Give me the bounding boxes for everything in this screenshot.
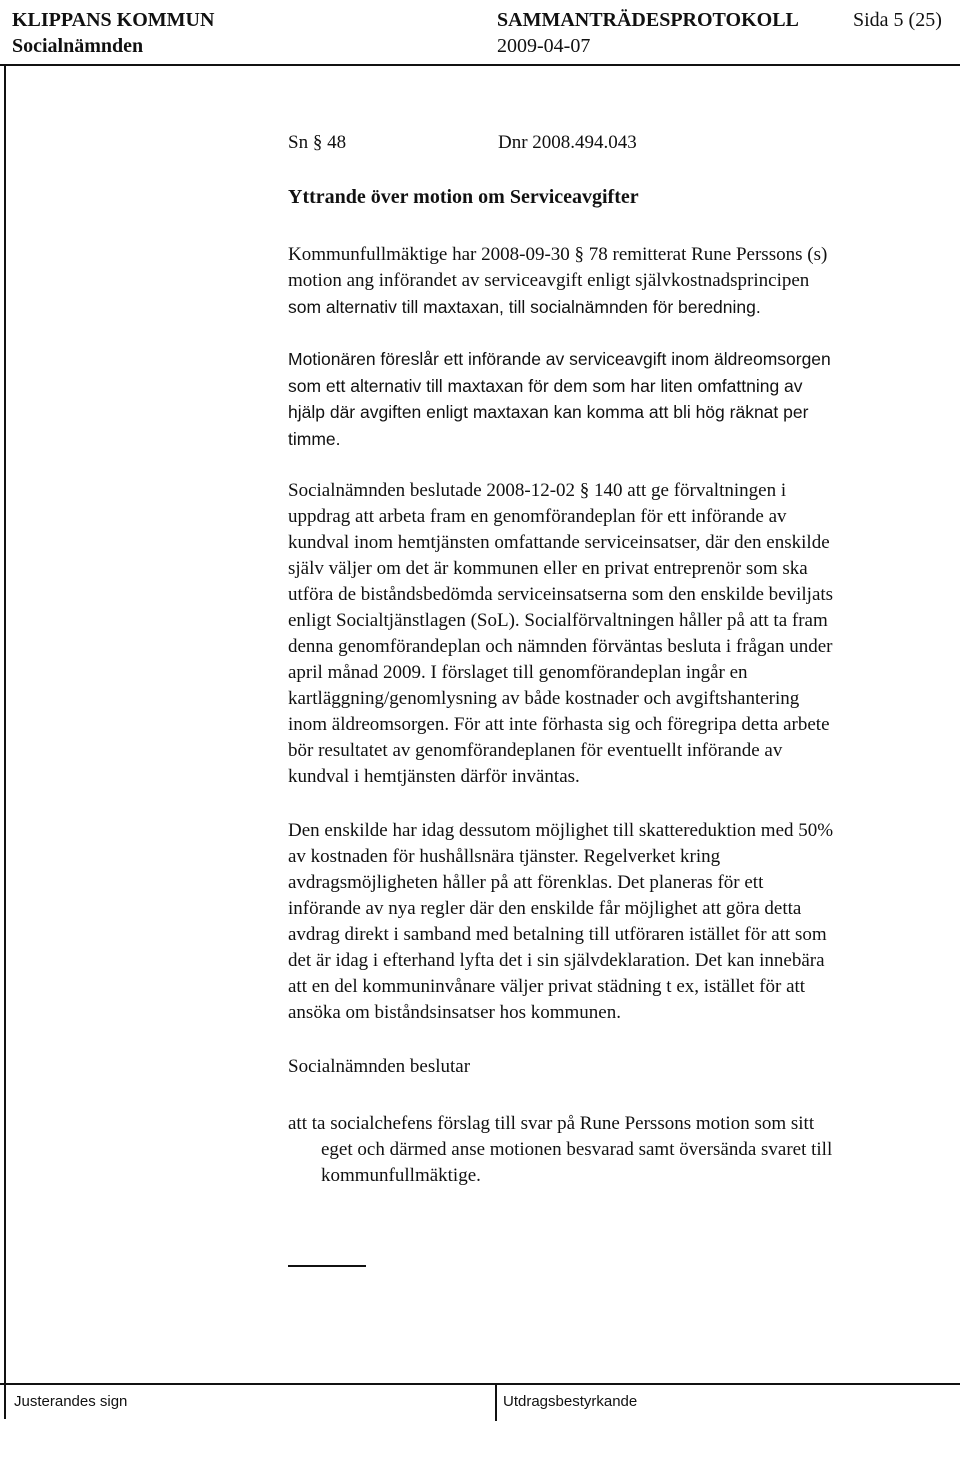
case-number: Sn § 48 [288, 132, 347, 153]
text-line: bör resultatet av genomförandeplanen för eventuellt införande av [288, 740, 783, 761]
paragraph-motion-summary [288, 346, 953, 452]
decision-text [288, 1111, 953, 1189]
text-line: uppdrag att arbeta fram en genomförandeplan för ett införande av [288, 506, 787, 527]
text-line: kommunfullmäktige. [321, 1165, 481, 1186]
text-line: att en del kommuninvånare väljer privat städning t ex, istället för att [288, 976, 806, 997]
signature-label: Justerandes sign [14, 1393, 128, 1410]
text-line: avdragsmöjligheten håller på att förenklas. Det planeras för ett [288, 872, 764, 893]
text-line: själv väljer om det är kommunen eller en privat entreprenör som ska [288, 558, 808, 579]
text-line: Kommunfullmäktige har 2008-09-30 § 78 remitterat Rune Perssons (s) [288, 244, 828, 265]
text-line: Socialnämnden beslutade 2008-12-02 § 140 att ge förvaltningen i [288, 480, 787, 501]
text-line sans-line: som alternativ till maxtaxan, till socialnämnden för beredning. [288, 297, 761, 317]
header-divider [0, 64, 960, 66]
text-line: ansöka om biståndsinsatser hos kommunen. [288, 1002, 621, 1023]
text-line: som ett alternativ till maxtaxan för dem som har liten omfattning av [288, 375, 803, 396]
text-line: införande av nya regler där den enskilde får möjlighet att göra detta [288, 898, 802, 919]
meeting-date: 2009-04-07 [497, 35, 591, 57]
document-type: SAMMANTRÄDESPROTOKOLL [497, 9, 799, 31]
text-line: kundval i hemtjänsten därför inväntas. [288, 766, 580, 787]
text-line: hjälp där avgiften enligt maxtaxan kan komma att bli hög räknat per [288, 402, 809, 422]
text-line: Motionären föreslår ett införande av serviceavgift inom äldreomsorgen [288, 349, 831, 369]
left-margin-line [4, 64, 6, 1388]
text-line: kundval inom hemtjänsten omfattande serviceinsatser, där den enskilde [288, 532, 830, 553]
decision-heading: Socialnämnden beslutar [288, 1056, 471, 1077]
paragraph-referral [288, 242, 953, 320]
case-reference-row [288, 132, 637, 154]
document-header [0, 0, 960, 57]
text-line: inom äldreomsorgen. För att inte förhasta sig och föregripa detta arbete [288, 714, 830, 735]
text-line: det är idag i efterhand lyfta det i sin självdeklaration. Det kan innebära [288, 950, 825, 971]
paragraph-previous-decision [288, 478, 953, 790]
footer-separator [495, 1383, 497, 1421]
page-number: Sida 5 (25) [853, 9, 942, 31]
signature-footer [0, 1383, 960, 1423]
certification-label: Utdragsbestyrkande [503, 1393, 638, 1410]
registration-number: Dnr 2008.494.043 [498, 132, 637, 153]
text-line: timme. [288, 428, 341, 449]
end-of-section-rule [288, 1265, 366, 1267]
text-line: motion ang införandet av serviceavgift enligt självkostnadsprincipen [288, 270, 810, 291]
committee-name: Socialnämnden [12, 35, 144, 57]
paragraph-tax-reduction [288, 818, 953, 1026]
text-line: eget och därmed anse motionen besvarad samt översända svaret till [321, 1139, 833, 1160]
text-line: Den enskilde har idag dessutom möjlighet till skattereduktion med 50% [288, 820, 834, 841]
text-line: att ta socialchefens förslag till svar på Rune Perssons motion som sitt [288, 1113, 815, 1134]
text-line: april månad 2009. I förslaget till genomförandeplan ingår en [288, 662, 748, 683]
text-line: utföra de biståndsbedömda serviceinsatserna som den enskilde beviljats [288, 584, 834, 605]
text-line: av kostnaden för hushållsnära tjänster. Regelverket kring [288, 846, 721, 867]
municipality-name: KLIPPANS KOMMUN [12, 9, 215, 31]
text-line: enligt Socialtjänstlagen (SoL). Socialförvaltningen håller på att ta fram [288, 610, 828, 631]
text-line: kartläggning/genomlysning av både kostnader och avgiftshantering [288, 688, 800, 709]
text-line: denna genomförandeplan och nämnden förväntas besluta i frågan under [288, 636, 833, 657]
text-line: avdrag direkt i samband med betalning till utföraren istället för att som [288, 924, 827, 945]
page-title: Yttrande över motion om Serviceavgifter [288, 186, 639, 208]
footer-divider [0, 1383, 960, 1385]
